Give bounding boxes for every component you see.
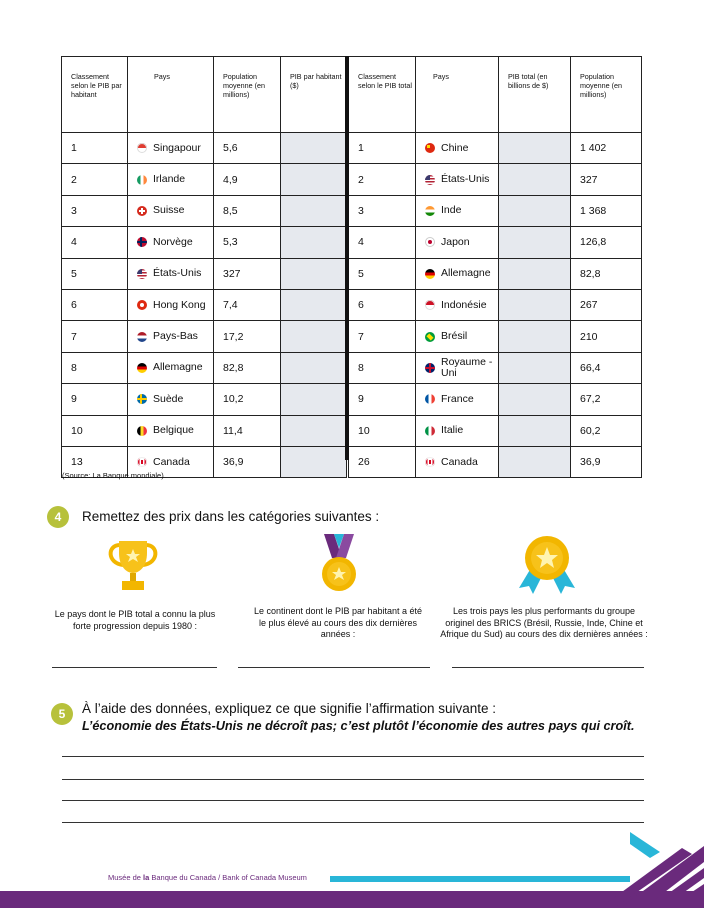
col-header: PIB par habitant ($) xyxy=(281,57,347,133)
answer-cell[interactable] xyxy=(281,446,347,477)
country-cell xyxy=(128,227,214,258)
rank-cell: 13 xyxy=(62,446,128,477)
flag-italy-icon xyxy=(425,426,435,436)
flag-singapore-icon xyxy=(137,143,147,153)
value-cell: 36,9 xyxy=(571,446,642,477)
prize-category-1: Le pays dont le PIB total a connu la plus forte progression depuis 1980 : xyxy=(54,609,216,631)
answer-cell[interactable] xyxy=(281,415,347,446)
table-row xyxy=(62,195,347,226)
answer-cell[interactable] xyxy=(499,195,571,226)
source-note: (Source: La Banque mondiale) xyxy=(62,471,164,480)
table-row xyxy=(62,227,347,258)
country-name: Brésil xyxy=(441,330,468,343)
rank-cell: 5 xyxy=(62,258,128,289)
answer-line[interactable] xyxy=(238,667,430,668)
country-cell xyxy=(128,195,214,226)
rank-cell: 4 xyxy=(349,227,416,258)
rank-cell: 10 xyxy=(62,415,128,446)
table-row xyxy=(349,352,642,383)
country-cell xyxy=(128,384,214,415)
country-cell xyxy=(416,164,499,195)
answer-cell[interactable] xyxy=(281,164,347,195)
country-name: Canada xyxy=(153,455,190,468)
value-cell: 66,4 xyxy=(571,352,642,383)
flag-belgium-icon xyxy=(137,426,147,436)
rank-cell: 3 xyxy=(349,195,416,226)
country-name: France xyxy=(441,392,474,405)
table-row xyxy=(349,446,642,477)
answer-cell[interactable] xyxy=(499,446,571,477)
country-cell xyxy=(416,415,499,446)
country-name: Singapour xyxy=(153,141,201,154)
answer-cell[interactable] xyxy=(499,258,571,289)
table-row xyxy=(62,415,347,446)
rank-cell: 4 xyxy=(62,227,128,258)
answer-line[interactable] xyxy=(52,667,217,668)
rank-cell: 3 xyxy=(62,195,128,226)
country-cell xyxy=(128,352,214,383)
col-header: Pays xyxy=(128,57,214,133)
answer-cell[interactable] xyxy=(499,133,571,164)
medal-icon xyxy=(318,534,360,594)
rank-cell: 8 xyxy=(62,352,128,383)
q5-title: À l’aide des données, expliquez ce que signifie l’affirmation suivante : xyxy=(82,701,497,716)
value-cell: 5,6 xyxy=(214,133,281,164)
answer-cell[interactable] xyxy=(499,384,571,415)
value-cell: 5,3 xyxy=(214,227,281,258)
value-cell: 82,8 xyxy=(214,352,281,383)
footer-cyan-stripe xyxy=(330,876,630,882)
value-cell: 1 368 xyxy=(571,195,642,226)
value-cell: 11,4 xyxy=(214,415,281,446)
flag-france-icon xyxy=(425,394,435,404)
table-row xyxy=(62,289,347,320)
answer-cell[interactable] xyxy=(281,352,347,383)
country-name: États-Unis xyxy=(153,267,202,280)
value-cell: 4,9 xyxy=(214,164,281,195)
table-row xyxy=(349,164,642,195)
q5-quote: L’économie des États-Unis ne décroît pas; c’est plutôt l’économie des autres pays qui croît. xyxy=(82,719,635,733)
country-cell xyxy=(128,321,214,352)
flag-canada-icon xyxy=(425,457,435,467)
gdp-tables xyxy=(61,56,641,469)
flag-ireland-icon xyxy=(137,175,147,185)
value-cell: 210 xyxy=(571,321,642,352)
flag-switzerland-icon xyxy=(137,206,147,216)
footer-museum-name: Musée de la Banque du Canada / Bank of Canada Museum xyxy=(108,873,307,882)
table-divider xyxy=(345,56,349,460)
flag-usa-icon xyxy=(137,269,147,279)
flag-hongkong-icon xyxy=(137,300,147,310)
country-name: Allemagne xyxy=(153,361,203,374)
col-header: Population moyenne (en millions) xyxy=(571,57,642,133)
table-row xyxy=(62,384,347,415)
country-cell xyxy=(416,446,499,477)
rank-cell: 6 xyxy=(62,289,128,320)
country-cell xyxy=(128,289,214,320)
table-row xyxy=(62,321,347,352)
country-cell xyxy=(416,133,499,164)
table-row xyxy=(62,164,347,195)
country-cell xyxy=(416,289,499,320)
flag-norway-icon xyxy=(137,237,147,247)
rank-cell: 7 xyxy=(349,321,416,352)
writing-line[interactable] xyxy=(62,822,644,823)
trophy-icon xyxy=(101,537,165,593)
table-row xyxy=(62,258,347,289)
table-row xyxy=(349,195,642,226)
rank-cell: 1 xyxy=(62,133,128,164)
table-row xyxy=(349,321,642,352)
writing-line[interactable] xyxy=(62,779,644,780)
value-cell: 8,5 xyxy=(214,195,281,226)
country-name: Suède xyxy=(153,392,184,405)
answer-cell[interactable] xyxy=(281,227,347,258)
answer-cell[interactable] xyxy=(281,258,347,289)
rank-cell: 9 xyxy=(62,384,128,415)
answer-cell[interactable] xyxy=(281,289,347,320)
flag-uk-icon xyxy=(425,363,435,373)
col-header: Pays xyxy=(416,57,499,133)
flag-germany-icon xyxy=(137,363,147,373)
flag-japan-icon xyxy=(425,237,435,247)
table-total-gdp xyxy=(348,56,642,478)
country-name: Pays-Bas xyxy=(153,330,198,343)
writing-line[interactable] xyxy=(62,756,644,757)
q4-title: Remettez des prix dans les catégories suivantes : xyxy=(82,509,380,524)
answer-cell[interactable] xyxy=(281,321,347,352)
flag-sweden-icon xyxy=(137,394,147,404)
answer-cell[interactable] xyxy=(281,195,347,226)
table-row xyxy=(349,258,642,289)
country-cell xyxy=(128,258,214,289)
footer-chevron-graphic xyxy=(600,832,704,908)
flag-indonesia-icon xyxy=(425,300,435,310)
col-header: Classement selon le PIB par habitant xyxy=(62,57,128,133)
prize-category-2: Le continent dont le PIB par habitant a été le plus élevé au cours des dix dernières années : xyxy=(253,606,423,639)
country-cell xyxy=(128,164,214,195)
prize-category-3: Les trois pays les plus performants du groupe originel des BRICS (Brésil, Russie, Inde, Chine et Afrique du Sud) au cours des dix dernières années : xyxy=(440,606,648,639)
col-header: Classement selon le PIB total xyxy=(349,57,416,133)
answer-cell[interactable] xyxy=(281,384,347,415)
value-cell: 36,9 xyxy=(214,446,281,477)
table-row xyxy=(62,352,347,383)
col-header: PIB total (en billions de $) xyxy=(499,57,571,133)
flag-china-icon xyxy=(425,143,435,153)
table-row xyxy=(62,133,347,164)
country-name: Irlande xyxy=(153,173,186,186)
value-cell: 327 xyxy=(571,164,642,195)
answer-cell[interactable] xyxy=(499,352,571,383)
flag-india-icon xyxy=(425,206,435,216)
country-name: Chine xyxy=(441,141,469,154)
value-cell: 7,4 xyxy=(214,289,281,320)
country-name: Norvège xyxy=(153,235,193,248)
table-row xyxy=(349,227,642,258)
answer-cell[interactable] xyxy=(281,133,347,164)
flag-netherlands-icon xyxy=(137,332,147,342)
rank-cell: 10 xyxy=(349,415,416,446)
answer-cell[interactable] xyxy=(499,289,571,320)
col-header: Population moyenne (en millions) xyxy=(214,57,281,133)
country-cell xyxy=(416,321,499,352)
value-cell: 1 402 xyxy=(571,133,642,164)
rank-cell: 2 xyxy=(349,164,416,195)
value-cell: 10,2 xyxy=(214,384,281,415)
rank-cell: 2 xyxy=(62,164,128,195)
value-cell: 67,2 xyxy=(571,384,642,415)
footer-purple-band xyxy=(0,891,704,908)
rank-cell: 1 xyxy=(349,133,416,164)
step-number-4: 4 xyxy=(47,506,69,528)
rank-cell: 8 xyxy=(349,352,416,383)
writing-line[interactable] xyxy=(62,800,644,801)
country-cell xyxy=(416,352,499,383)
flag-canada-icon xyxy=(137,457,147,467)
answer-cell[interactable] xyxy=(499,415,571,446)
country-cell xyxy=(128,415,214,446)
rank-cell: 9 xyxy=(349,384,416,415)
country-name: Royaume -Uni xyxy=(441,355,493,379)
answer-line[interactable] xyxy=(452,667,644,668)
answer-cell[interactable] xyxy=(499,227,571,258)
rank-cell: 7 xyxy=(62,321,128,352)
value-cell: 327 xyxy=(214,258,281,289)
table-row xyxy=(349,289,642,320)
ribbon-award-icon xyxy=(517,534,577,594)
flag-usa-icon xyxy=(425,175,435,185)
flag-germany-icon xyxy=(425,269,435,279)
table-row xyxy=(349,415,642,446)
country-name: États-Unis xyxy=(441,173,490,186)
country-name: Allemagne xyxy=(441,267,491,280)
country-name: Inde xyxy=(441,204,462,217)
country-name: Belgique xyxy=(153,424,194,437)
country-name: Italie xyxy=(441,424,464,437)
value-cell: 82,8 xyxy=(571,258,642,289)
country-cell xyxy=(416,384,499,415)
step-number-5: 5 xyxy=(51,703,73,725)
table-row xyxy=(349,384,642,415)
country-name: Hong Kong xyxy=(153,298,206,311)
flag-brazil-icon xyxy=(425,332,435,342)
rank-cell: 6 xyxy=(349,289,416,320)
country-name: Canada xyxy=(441,455,478,468)
table-row xyxy=(349,133,642,164)
table-gdp-per-capita xyxy=(61,56,347,478)
rank-cell: 26 xyxy=(349,446,416,477)
value-cell: 17,2 xyxy=(214,321,281,352)
rank-cell: 5 xyxy=(349,258,416,289)
value-cell: 126,8 xyxy=(571,227,642,258)
country-cell xyxy=(416,258,499,289)
answer-cell[interactable] xyxy=(499,164,571,195)
country-name: Japon xyxy=(441,235,470,248)
value-cell: 267 xyxy=(571,289,642,320)
value-cell: 60,2 xyxy=(571,415,642,446)
country-cell xyxy=(416,227,499,258)
country-name: Indonésie xyxy=(441,298,487,311)
country-cell xyxy=(416,195,499,226)
country-name: Suisse xyxy=(153,204,185,217)
answer-cell[interactable] xyxy=(499,321,571,352)
country-cell xyxy=(128,133,214,164)
